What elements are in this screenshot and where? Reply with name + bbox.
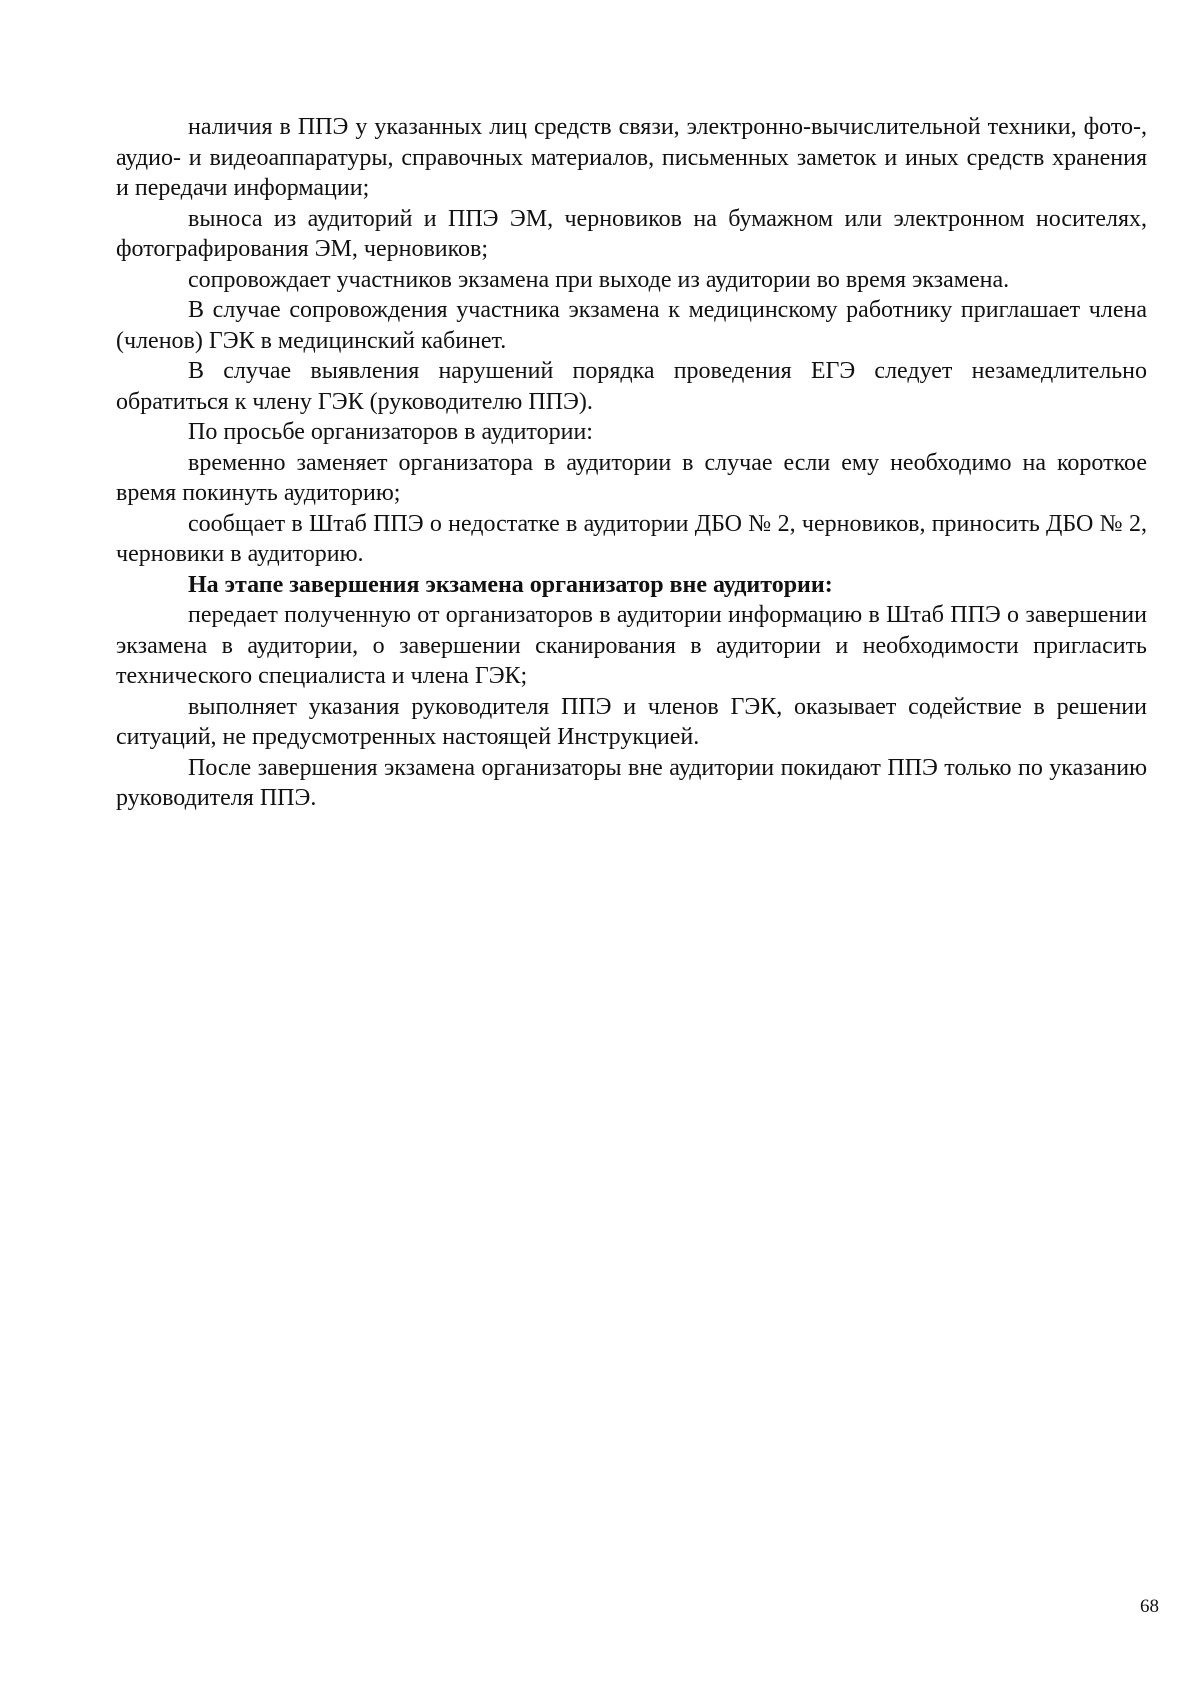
paragraph: выноса из аудиторий и ППЭ ЭМ, черновиков на бумажном или электронном носителях, фотографирования ЭМ, черновиков; [116, 205, 1147, 262]
paragraph: В случае сопровождения участника экзамена к медицинскому работнику приглашает члена (членов) ГЭК в медицинский кабинет. [116, 297, 1147, 354]
paragraph: сопровождает участников экзамена при выходе из аудитории во время экзамена. [188, 266, 1010, 293]
paragraph: В случае выявления нарушений порядка проведения ЕГЭ следует незамедлительно обратиться к члену ГЭК (руководителю ППЭ). [116, 358, 1147, 415]
paragraph: сообщает в Штаб ППЭ о недостатке в аудитории ДБО № 2, черновиков, приносить ДБО № 2, черновики в аудиторию. [116, 510, 1147, 567]
paragraph: После завершения экзамена организаторы вне аудитории покидают ППЭ только по указанию руководителя ППЭ. [116, 754, 1147, 811]
section-heading: На этапе завершения экзамена организатор вне аудитории: [188, 571, 833, 598]
document-body [116, 112, 1147, 814]
paragraph: выполняет указания руководителя ППЭ и членов ГЭК, оказывает содействие в решении ситуаций, не предусмотренных настоящей Инструкцией. [116, 693, 1147, 750]
page-number: 68 [1140, 1596, 1159, 1617]
paragraph: временно заменяет организатора в аудитории в случае если ему необходимо на короткое время покинуть аудиторию; [116, 449, 1147, 506]
paragraph: По просьбе организаторов в аудитории: [188, 419, 593, 445]
paragraph: наличия в ППЭ у указанных лиц средств связи, электронно-вычислительной техники, фото-, аудио- и видеоаппаратуры, справочных материалов, письменных заметок и иных средств хранения и передачи информации; [116, 114, 1147, 201]
paragraph: передает полученную от организаторов в аудитории информацию в Штаб ППЭ о завершении экзамена в аудитории, о завершении сканирования в аудитории и необходимости пригласить технического специалиста и члена ГЭК; [116, 602, 1147, 689]
